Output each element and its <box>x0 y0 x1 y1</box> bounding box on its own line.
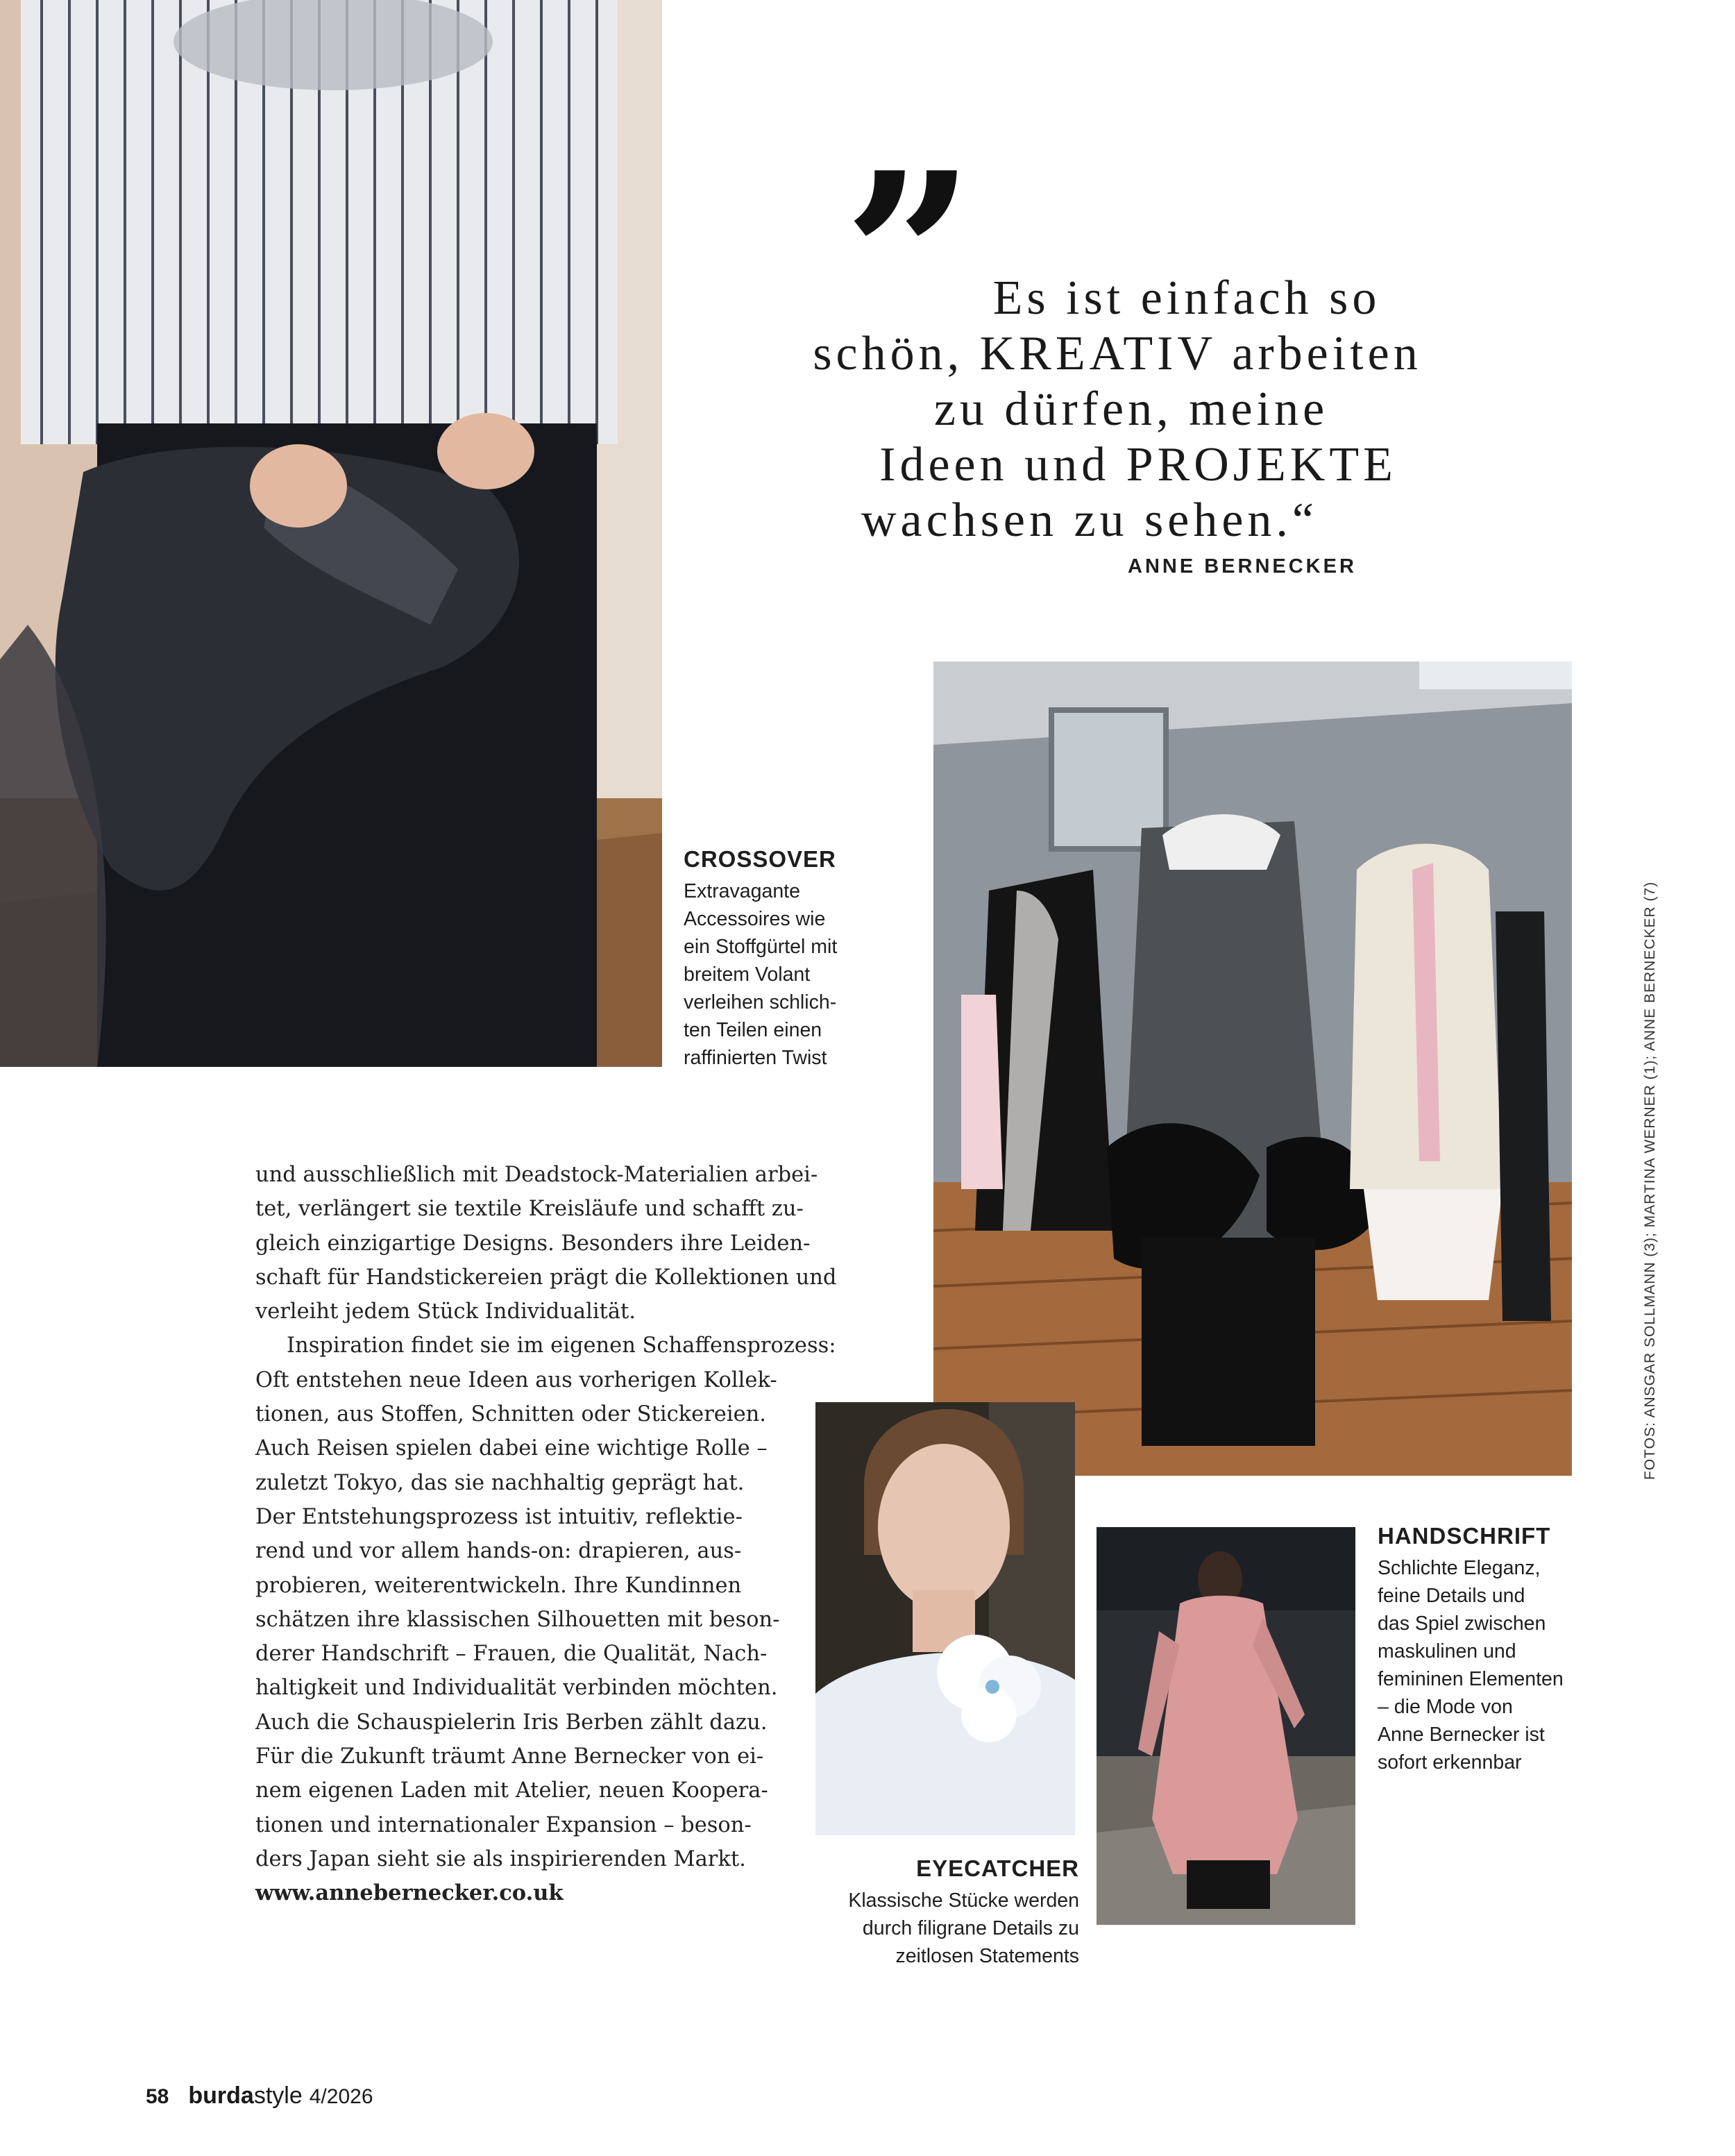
body-line: schätzen ihre klassischen Silhouetten mit beson- <box>255 1607 780 1632</box>
website-link[interactable]: www.annebernecker.co.uk <box>255 1880 564 1906</box>
photo-pink-trench-coat <box>1097 1527 1355 1925</box>
body-line: gleich einzigartige Designs. Besonders ihre Leiden- <box>255 1231 811 1256</box>
pull-quote-line: Es ist einfach so <box>992 271 1381 325</box>
page-footer <box>146 2082 373 2109</box>
quote-author: ANNE BERNECKER <box>1128 555 1357 578</box>
caption-line: femininen Elementen <box>1378 1668 1564 1690</box>
caption-line: zeitlosen Statements <box>895 1945 1079 1967</box>
body-line: probieren, weiterentwickeln. Ihre Kundinnen <box>255 1573 742 1598</box>
body-line: tionen und internationaler Expansion – beson- <box>255 1812 752 1837</box>
caption-eyecatcher <box>798 1855 1079 1970</box>
brand-name-regular: style <box>253 2082 303 2109</box>
photo-portrait-eyecatcher <box>815 1402 1075 1835</box>
caption-title: CROSSOVER <box>684 846 836 872</box>
caption-line: sofort erkennbar <box>1378 1751 1522 1774</box>
caption-handschrift <box>1378 1522 1586 1776</box>
caption-line: Schlichte Eleganz, <box>1378 1557 1541 1579</box>
body-line: und ausschließlich mit Deadstock-Materialien arbei- <box>255 1163 818 1187</box>
pull-quote-line: wachsen zu sehen.“ <box>861 494 1319 547</box>
caption-title: HANDSCHRIFT <box>1378 1523 1551 1549</box>
caption-line: breitem Volant <box>684 963 811 986</box>
body-line: Inspiration findet sie im eigenen Schaffensprozess: <box>287 1333 836 1358</box>
caption-line: verleihen schlich- <box>684 991 837 1013</box>
caption-line: raffinierten Twist <box>684 1047 827 1069</box>
body-line: tionen, aus Stoffen, Schnitten oder Stickereien. <box>255 1402 766 1427</box>
caption-line: durch filigrane Details zu <box>862 1917 1079 1939</box>
caption-line: Extravagante <box>684 880 800 902</box>
caption-line: ten Teilen einen <box>684 1019 822 1041</box>
caption-line: Klassische Stücke werden <box>848 1889 1079 1912</box>
body-line: Auch die Schauspielerin Iris Berben zählt dazu. <box>255 1710 768 1735</box>
caption-line: Accessoires wie <box>684 908 826 930</box>
caption-line: maskulinen und <box>1378 1640 1516 1662</box>
article-body <box>255 1158 837 1911</box>
body-line: haltigkeit und Individualität verbinden möchten. <box>255 1676 778 1701</box>
page-number: 58 <box>146 2085 169 2108</box>
body-line: Der Entstehungsprozess ist intuitiv, reflektie- <box>255 1504 743 1529</box>
body-line: Für die Zukunft träumt Anne Bernecker von ei- <box>255 1744 764 1769</box>
quotation-marks-icon: ” <box>843 122 954 391</box>
pull-quote-line: Ideen und PROJEKTE <box>879 438 1397 491</box>
body-line: schaft für Handstickereien prägt die Kollektionen und <box>255 1265 837 1290</box>
caption-line: feine Details und <box>1378 1585 1525 1607</box>
caption-title: EYECATCHER <box>916 1855 1079 1881</box>
body-line: Oft entstehen neue Ideen aus vorherigen Kollek- <box>255 1367 777 1392</box>
body-line: rend und vor allem hands-on: drapieren, aus- <box>255 1539 742 1564</box>
body-line: ders Japan sieht sie als inspirierenden Markt. <box>255 1846 746 1871</box>
caption-line: das Spiel zwischen <box>1378 1612 1546 1635</box>
photo-exhibition-mannequins <box>933 662 1572 1476</box>
body-line: Auch Reisen spielen dabei eine wichtige Rolle – <box>255 1436 768 1461</box>
photo-striped-shirt-ruffle-belt <box>0 0 662 1067</box>
pull-quote-line: schön, KREATIV arbeiten <box>813 327 1422 380</box>
caption-line: – die Mode von <box>1378 1696 1513 1718</box>
body-line: nem eigenen Laden mit Atelier, neuen Koopera- <box>255 1778 768 1803</box>
photo-credit: FOTOS: ANSGAR SOLLMANN (3); MARTINA WERNER (1); ANNE BERNECKER (7) <box>1642 881 1658 1480</box>
caption-line: ein Stoffgürtel mit <box>684 936 838 958</box>
pull-quote-line: zu dürfen, meine <box>933 382 1329 436</box>
caption-line: Anne Bernecker ist <box>1378 1724 1545 1746</box>
brand-name-bold: burda <box>188 2082 254 2109</box>
body-line: tet, verlängert sie textile Kreisläufe und schafft zu- <box>255 1197 804 1222</box>
body-line: verleiht jedem Stück Individualität. <box>255 1299 636 1324</box>
caption-crossover <box>684 845 885 1072</box>
body-line: derer Handschrift – Frauen, die Qualität, Nach- <box>255 1642 768 1667</box>
pull-quote <box>722 271 1513 548</box>
issue-number: 4/2026 <box>309 2085 373 2108</box>
body-line: zuletzt Tokyo, das sie nachhaltig geprägt hat. <box>255 1470 745 1495</box>
